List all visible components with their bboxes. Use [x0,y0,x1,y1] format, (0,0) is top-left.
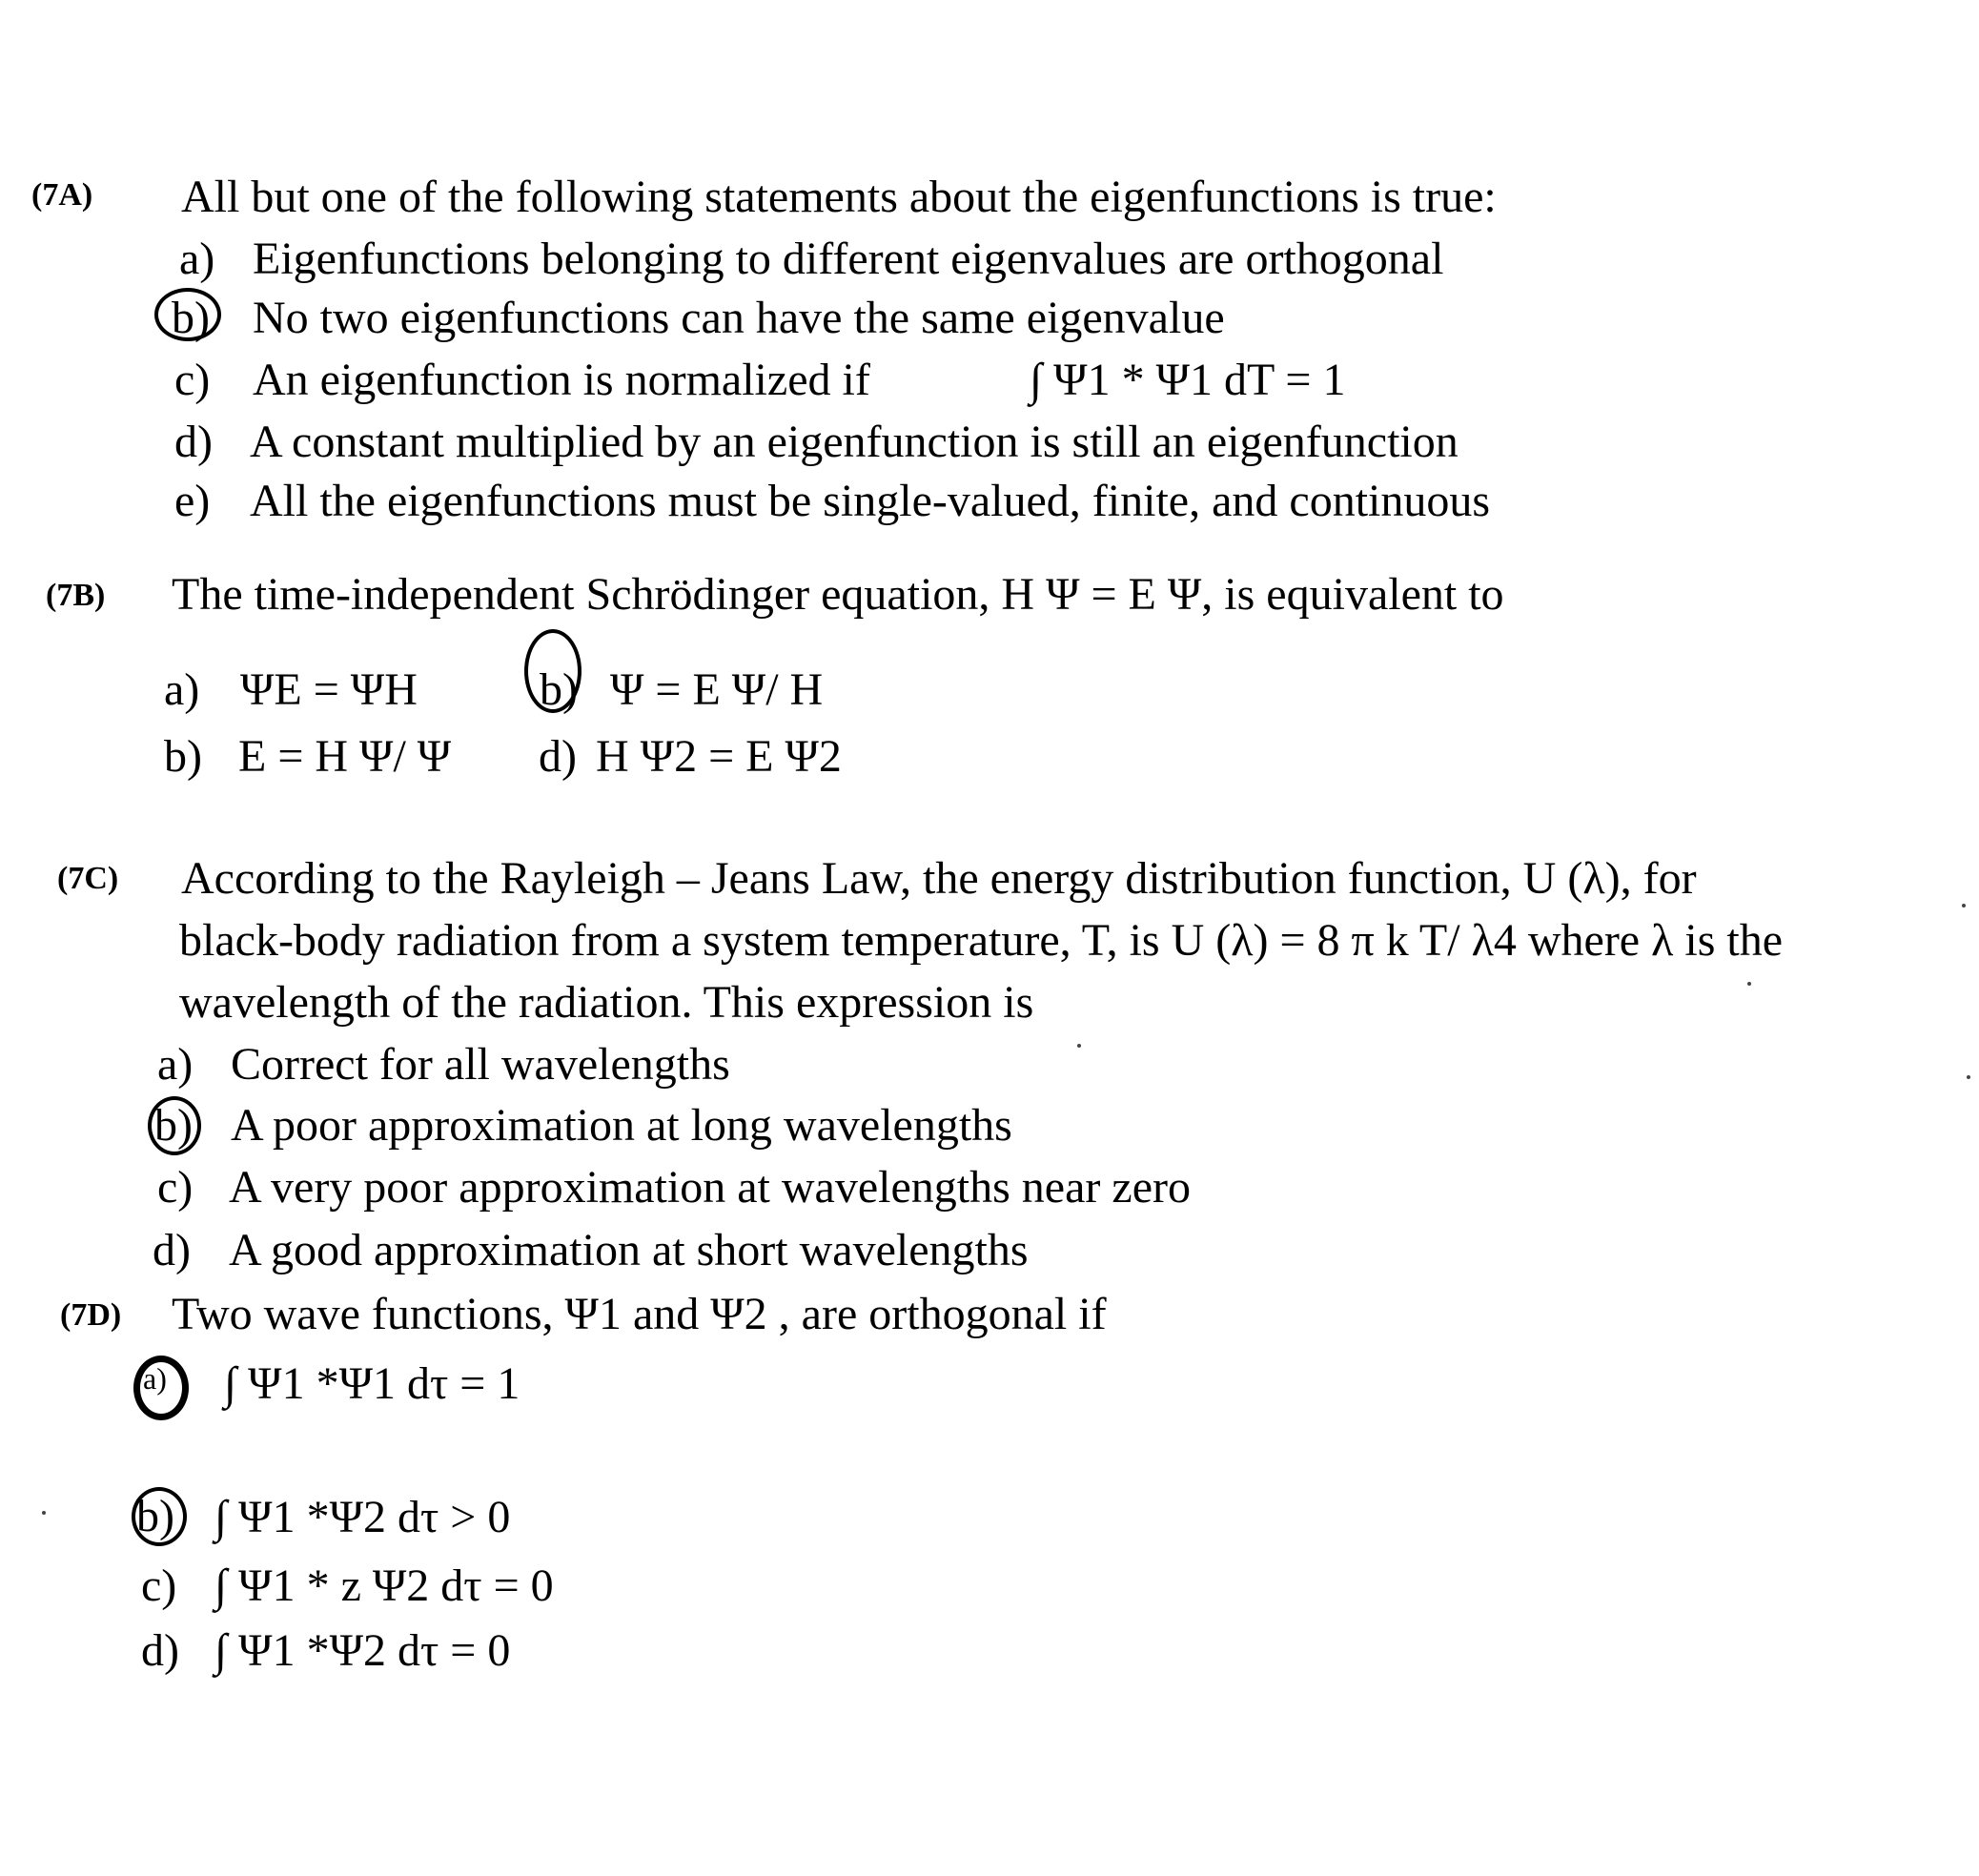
option-text-7d-c: ∫ Ψ1 * z Ψ2 dτ = 0 [214,1560,554,1611]
question-stem-7a: All but one of the following statements about the eigenfunctions is true: [181,172,1497,222]
scan-speck [1967,1075,1970,1079]
option-letter-7a-c: c) [174,355,211,405]
option-text-7c-a: Correct for all wavelengths [231,1039,730,1090]
option-letter-7c-d: d) [153,1225,191,1275]
normalization-formula [1030,357,1346,403]
option-text-7b-b: Ψ = E Ψ/ H [610,664,824,715]
question-stem-7c-line-1: According to the Rayleigh – Jeans Law, the energy distribution function, U (λ), for [181,853,1697,904]
option-text-7d-d: ∫ Ψ1 *Ψ2 dτ = 0 [214,1625,511,1676]
option-letter-7d-b: b) [136,1491,174,1541]
option-letter-7b-d: d) [539,731,577,782]
option-text-7d-b: ∫ Ψ1 *Ψ2 dτ > 0 [214,1492,511,1542]
question-stem-7c-line-2: black-body radiation from a system temperature, T, is U (λ) = 8 π k T/ λ4 where λ is the [179,915,1784,966]
question-stem-7c-line-3: wavelength of the radiation. This expression is [179,977,1034,1028]
option-letter-7d-d: d) [141,1625,179,1676]
option-text-7a-a: Eigenfunctions belonging to different eigenvalues are orthogonal [253,234,1444,284]
option-letter-7c-b: b) [154,1100,193,1151]
option-letter-7d-a: a) [143,1361,167,1396]
option-letter-7b-a: a) [164,664,200,715]
option-letter-7a-b: b) [172,293,210,343]
option-text-7a-e: All the eigenfunctions must be single-valued, finite, and continuous [250,476,1491,526]
option-letter-7a-a: a) [179,234,215,284]
scan-speck [1077,1044,1081,1048]
question-stem-7d: Two wave functions, Ψ1 and Ψ2 , are orthogonal if [172,1289,1107,1339]
option-letter-7b-b: b) [540,664,578,715]
option-text-7b-b2: E = H Ψ/ Ψ [238,731,452,782]
option-text-7a-d: A constant multiplied by an eigenfunction is still an eigenfunction [250,417,1459,467]
option-text-7c-d: A good approximation at short wavelengths [229,1225,1029,1275]
scan-speck [1962,904,1966,907]
scan-speck [1747,982,1751,986]
question-stem-7b: The time-independent Schrödinger equation, H Ψ = E Ψ, is equivalent to [172,569,1504,620]
option-text-7b-d: H Ψ2 = E Ψ2 [596,731,842,782]
option-letter-7a-d: d) [174,417,213,467]
question-number-7d: (7D) [60,1297,122,1333]
option-letter-7c-a: a) [157,1039,194,1090]
question-number-7a: (7A) [31,177,93,213]
option-text-7a-c: An eigenfunction is normalized if [253,355,870,405]
option-letter-7d-c: c) [141,1560,177,1611]
option-text-7b-a: ΨE = ΨH [240,664,418,715]
option-text-7c-b: A poor approximation at long wavelengths [231,1100,1012,1151]
option-text-7a-b: No two eigenfunctions can have the same eigenvalue [253,293,1225,343]
option-text-7d-a: ∫ Ψ1 *Ψ1 dτ = 1 [224,1358,520,1409]
question-number-7b: (7B) [46,578,106,613]
option-letter-7b-b2: b) [164,731,202,782]
option-letter-7c-c: c) [157,1162,194,1213]
option-letter-7a-e: e) [174,476,211,526]
question-number-7c: (7C) [57,861,119,896]
option-text-7c-c: A very poor approximation at wavelengths near zero [229,1162,1191,1213]
formula-text: ∫ Ψ1 * Ψ1 dT = 1 [1030,355,1346,405]
scan-speck [42,1511,46,1515]
